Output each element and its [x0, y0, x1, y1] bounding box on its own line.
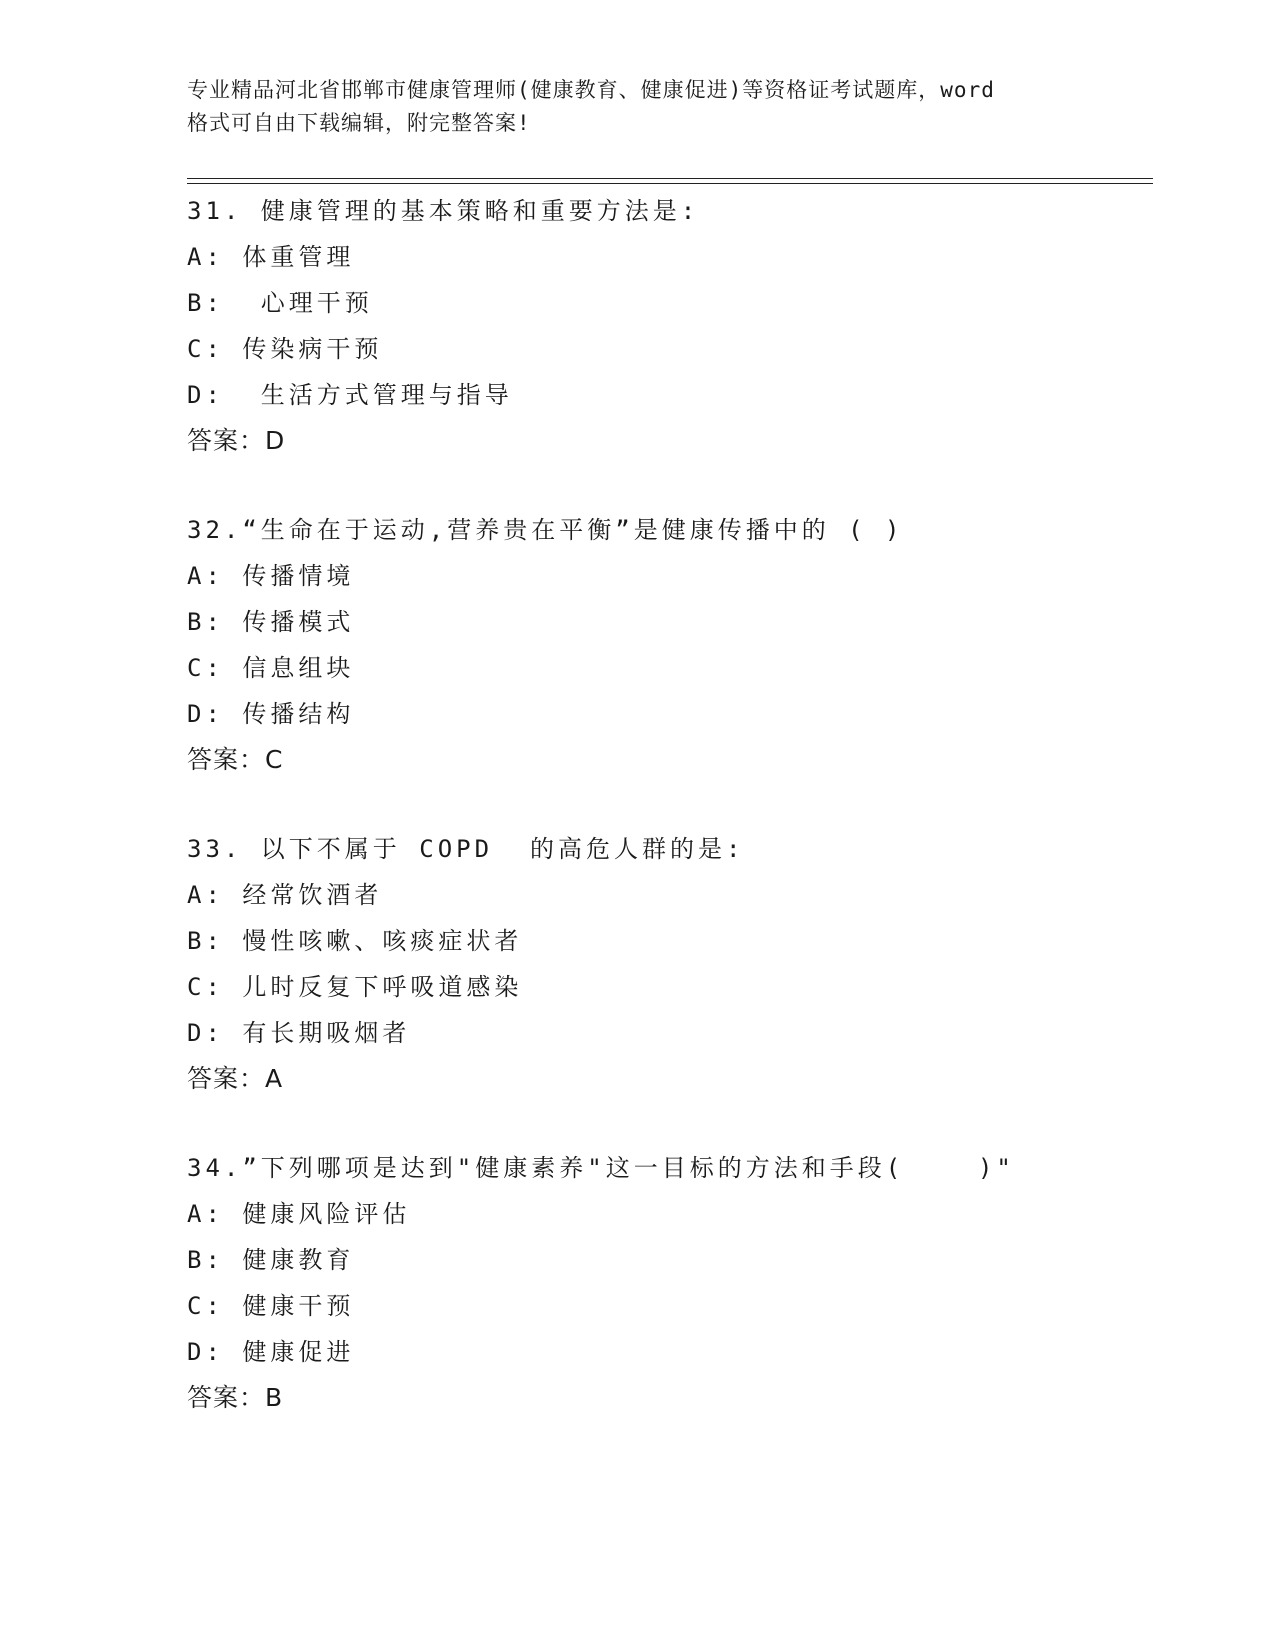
question-stem: 32.“生命在于运动,营养贵在平衡”是健康传播中的 ( )	[187, 516, 904, 544]
option-a: A: 体重管理	[187, 243, 355, 271]
answer: 答案：A	[187, 1064, 284, 1093]
option-d: D: 有长期吸烟者	[187, 1019, 411, 1047]
option-a: A: 健康风险评估	[187, 1200, 411, 1228]
document-header	[187, 74, 1087, 140]
option-c: C: 信息组块	[187, 654, 355, 682]
question-stem: 31. 健康管理的基本策略和重要方法是:	[187, 197, 700, 225]
option-b: B: 心理干预	[187, 289, 373, 317]
option-c: C: 健康干预	[187, 1292, 355, 1320]
option-b: B: 传播模式	[187, 608, 355, 636]
option-d: D: 生活方式管理与指导	[187, 381, 513, 409]
header-line-1: 专业精品河北省邯郸市健康管理师(健康教育、健康促进)等资格证考试题库，word	[187, 78, 995, 102]
option-c: C: 儿时反复下呼吸道感染	[187, 973, 523, 1001]
option-d: D: 传播结构	[187, 700, 355, 728]
option-b: B: 健康教育	[187, 1246, 355, 1274]
option-d: D: 健康促进	[187, 1338, 355, 1366]
question-block	[187, 1145, 1147, 1421]
answer: 答案：B	[187, 1383, 284, 1412]
header-divider-bottom	[187, 183, 1153, 184]
question-block	[187, 826, 1147, 1102]
question-stem: 34.”下列哪项是达到"健康素养"这一目标的方法和手段( )"	[187, 1154, 1015, 1182]
option-a: A: 经常饮酒者	[187, 881, 383, 909]
option-b: B: 慢性咳嗽、咳痰症状者	[187, 927, 523, 955]
question-stem: 33. 以下不属于 COPD 的高危人群的是:	[187, 835, 745, 863]
header-line-2: 格式可自由下载编辑，附完整答案!	[187, 111, 531, 135]
answer: 答案：D	[187, 426, 286, 455]
header-divider-top	[187, 178, 1153, 179]
question-block	[187, 507, 1147, 783]
question-block	[187, 188, 1147, 464]
option-c: C: 传染病干预	[187, 335, 383, 363]
answer: 答案：C	[187, 745, 284, 774]
option-a: A: 传播情境	[187, 562, 355, 590]
